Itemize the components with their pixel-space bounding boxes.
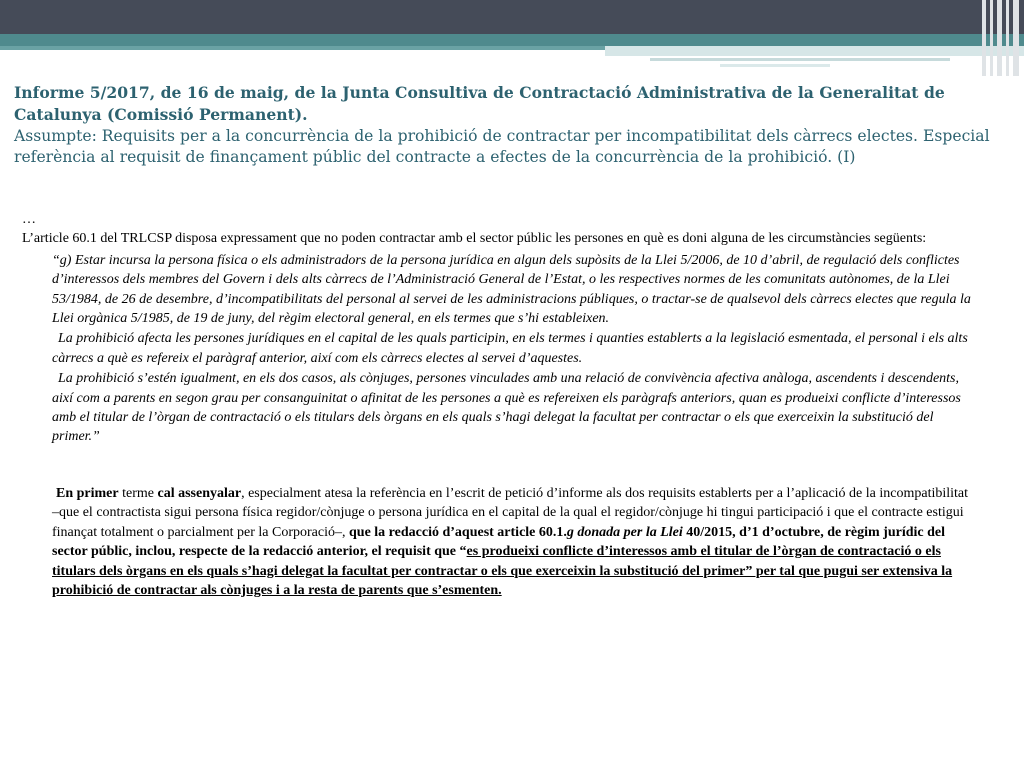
- quote-paragraph-2: La prohibició afecta les persones jurídiques en el capital de les quals participin, en els termes i quanties establerts a la legislació esmentada, el personal i els alts càrrecs a què es refereix el paràgraf anterior, així com els càrrecs electes al servei d’aquestes.: [52, 331, 968, 366]
- right-decorative-stripes: [980, 0, 1024, 76]
- bold-phrase: En primer: [56, 485, 119, 501]
- bold-phrase: 40/2015, d’1 d’octubre, de règim jurídic del sector públic, inclou, respecte de la redacció anterior, el requisit que “: [52, 524, 946, 560]
- teal-stripe-pale: [605, 46, 1024, 56]
- bold-phrase: que la redacció d’aquest article 60.1.: [349, 524, 567, 540]
- top-decorative-bar: [0, 0, 1024, 34]
- text-run: , especialment atesa la referència en l’escrit de petició d’informe als dos requisits establerts per a l’aplicació de la incompatibilitat –que el contractista sigui persona física regidor/cònjuge o persona jurídica en el capital de la qual el regidor/cònjuge hi tingui participació i que el contracte estigui finançat totalment o parcialment per la Corporació–,: [52, 485, 969, 540]
- report-subject: Assumpte: Requisits per a la concurrència de la prohibició de contractar per incompatibilitat dels càrrecs electes. Especial referència al requisit de finançament públic del contracte a efectes de la concurrència de la prohibició. (I): [14, 127, 990, 166]
- intro-paragraph: L’article 60.1 del TRLCSP disposa expressament que no poden contractar amb el sector públic les persones en què es doni alguna de les circumstàncies següents:: [22, 231, 927, 247]
- text-run: terme: [118, 485, 158, 501]
- conclusion-paragraph: [52, 484, 972, 600]
- teal-line: [650, 58, 950, 61]
- bold-phrase: cal assenyalar: [157, 485, 242, 501]
- teal-stripe: [0, 34, 1024, 46]
- italic-phrase: g donada per la Llei: [566, 524, 683, 540]
- underlined-phrase: es produeixi conflicte d’interessos amb el titular de l’òrgan de contractació o els titulars dels òrgans en els quals s’hagi delegat la facultat per contractar o els que exerceixin la substitució del primer” per tal que pugui ser extensiva la prohibició de contractar als cònjuges i a la resta de parents que s’esmenten.: [52, 544, 953, 598]
- ellipsis: …: [22, 212, 36, 227]
- slide-title: [14, 82, 994, 168]
- quote-paragraph-g: “g) Estar incursa la persona física o els administradors de la persona jurídica en algun dels supòsits de la Llei 5/2006, de 10 d’abril, de regulació dels conflictes d’interessos dels membres del Govern i dels alts càrrecs de l’Administració General de l’Estat, o les respectives normes de les comunitats autònomes, de la Llei 53/1984, de 26 de desembre, d’incompatibilitats del personal al servei de les administracions públiques, o tractar-se de qualsevol dels càrrecs electes que regula la Llei orgànica 5/1985, de 19 de juny, del règim electoral general, en els termes que s’hi estableixen.: [52, 252, 971, 327]
- report-title: Informe 5/2017, de 16 de maig, de la Junta Consultiva de Contractació Administrativa de la Generalitat de Catalunya (Comissió Permanent).: [14, 83, 945, 124]
- slide-body: [22, 210, 972, 600]
- teal-line-short: [720, 64, 830, 67]
- teal-stripe-light: [0, 46, 605, 50]
- quote-paragraph-3: La prohibició s’estén igualment, en els dos casos, als cònjuges, persones vinculades amb una relació de convivència afectiva anàloga, ascendents i descendents, així com a parents en segon grau per consanguinitat o afinitat de les persones a què es refereixen els paràgrafs anteriors, quan es produeixi conflicte d’interessos amb el titular de l’òrgan de contractació o els titulars dels òrgans en els quals s’hagi delegat la facultat per contractar o els que exerceixin la substitució del primer.”: [52, 371, 961, 445]
